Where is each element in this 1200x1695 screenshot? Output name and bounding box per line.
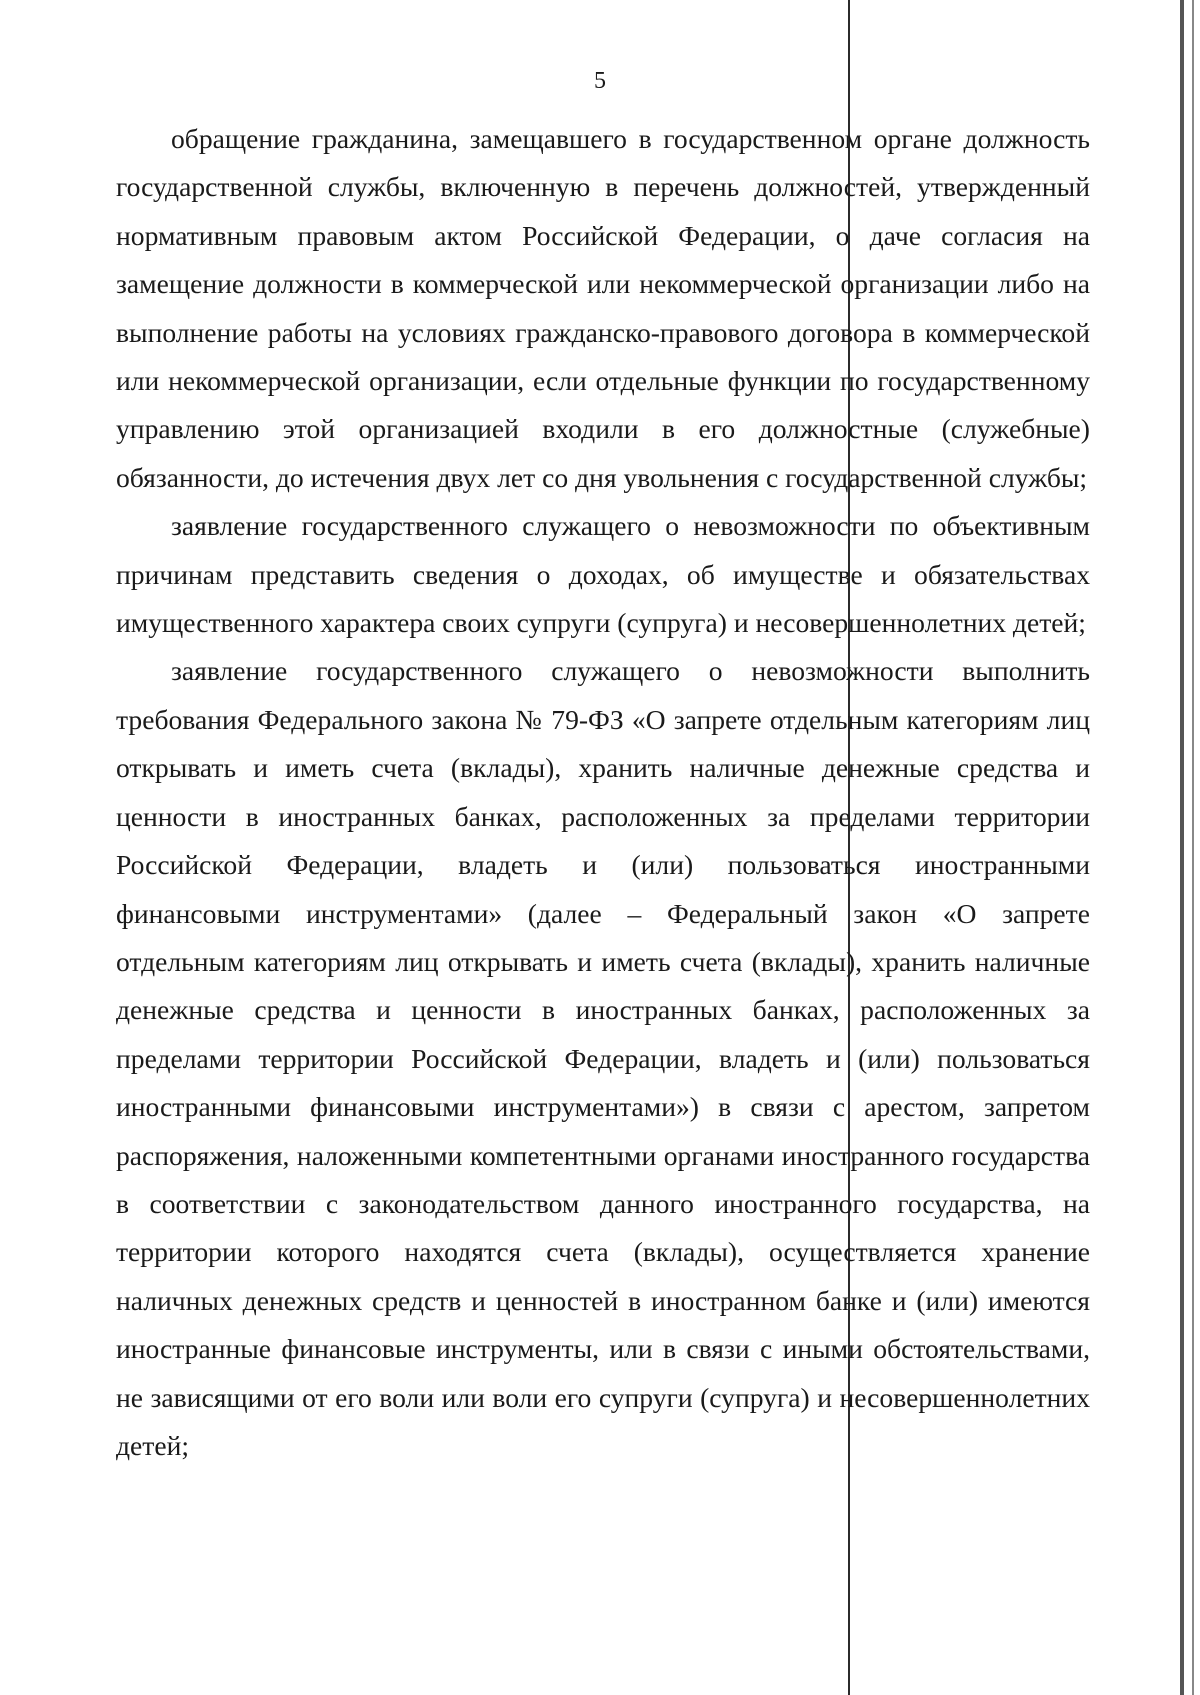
scan-artifact-edge-right <box>1180 0 1184 1695</box>
document-body <box>116 115 1090 1470</box>
paragraph-income-statement: заявление государственного служащего о невозможности по объективным причинам представить сведения о доходах, об имуществе и обязательствах имущественного характера своих супруги (супруга) и несовершеннолетних детей; <box>116 510 1090 639</box>
paragraph-foreign-accounts: заявление государственного служащего о невозможности выполнить требования Федерального закона № 79-ФЗ «О запрете отдельным категориям лиц открывать и иметь счета (вклады), хранить наличные денежные средства и ценности в иностранных банках, расположенных за пределами территории Российской Федерации, владеть и (или) пользоваться иностранными финансовыми инструментами» (далее – Федеральный закон «О запрете отдельным категориям лиц открывать и иметь счета (вклады), хранить наличные денежные средства и ценности в иностранных банках, расположенных за пределами территории Российской Федерации, владеть и (или) пользоваться иностранными финансовыми инструментами») в связи с арестом, запретом распоряжения, наложенными компетентными органами иностранного государства в соответствии с законодательством данного иностранного государства, на территории которого находятся счета (вклады), осуществляется хранение наличных денежных средств и ценностей в иностранном банке и (или) имеются иностранные финансовые инструменты, или в связи с иными обстоятельствами, не зависящими от его воли или воли его супруги (супруга) и несовершеннолетних детей; <box>116 655 1090 1461</box>
scan-artifact-edge-right-thin <box>1192 0 1194 1695</box>
paragraph-citizen-appeal: обращение гражданина, замещавшего в государственном органе должность государственной службы, включенную в перечень должностей, утвержденный нормативным правовым актом Российской Федерации, о даче согласия на замещение должности в коммерческой или некоммерческой организации либо на выполнение работы на условиях гражданско-правового договора в коммерческой или некоммерческой организации, если отдельные функции по государственному управлению этой организацией входили в его должностные (служебные) обязанности, до истечения двух лет со дня увольнения с государственной службы; <box>116 123 1090 493</box>
page-number: 5 <box>594 68 606 94</box>
